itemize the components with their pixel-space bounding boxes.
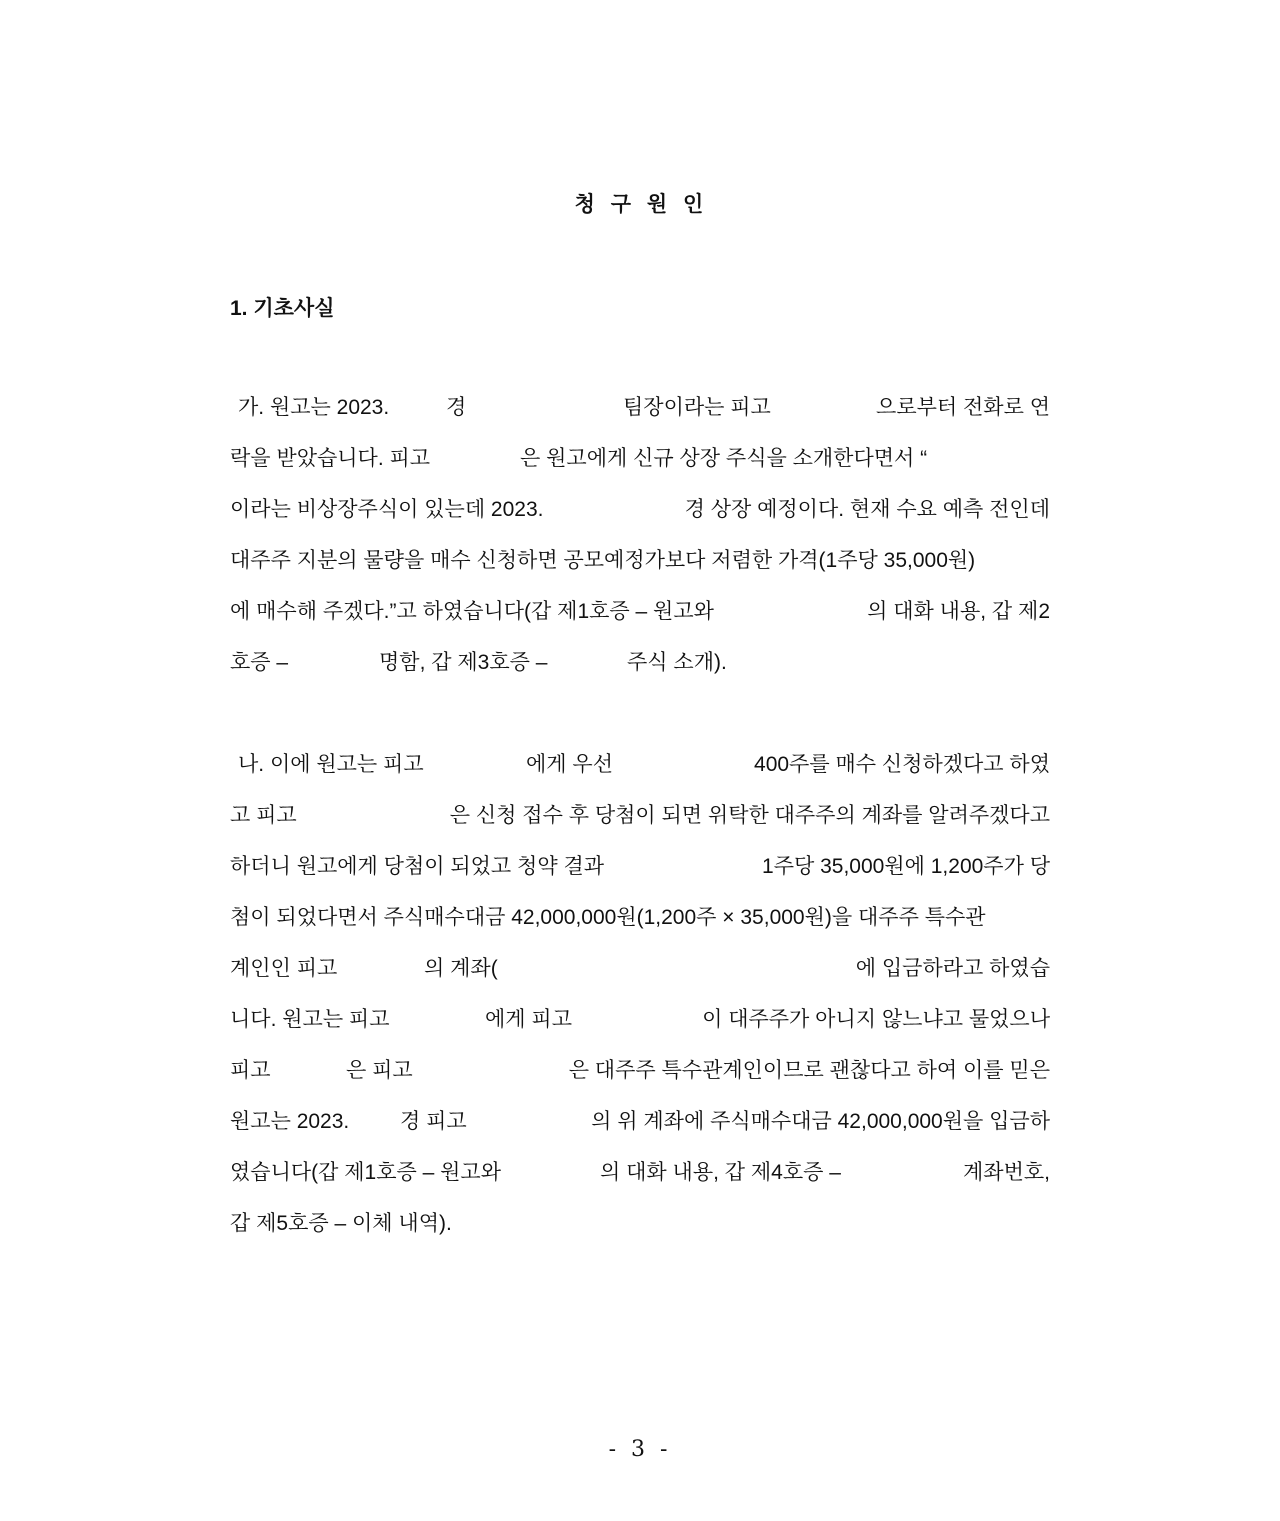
text-segment: 주식 소개). (627, 651, 727, 674)
text-segment: 계좌번호, (963, 1161, 1050, 1184)
paragraph-na-line-3 (230, 852, 1050, 882)
paragraph-na-line-8 (230, 1107, 1050, 1137)
paragraph-na-line-2 (230, 801, 1050, 831)
text-segment: 에 입금하라고 하였습 (855, 957, 1050, 980)
page-number: - 3 - (608, 1437, 672, 1462)
text-segment: 가. 원고는 2023. (238, 396, 390, 419)
text-segment: 에 매수해 주겠다.”고 하였습니다(갑 제1호증 – 원고와 (230, 600, 714, 623)
paragraph-ga-line-1 (230, 393, 1050, 423)
text-segment: 의 대화 내용, 갑 제2 (867, 600, 1050, 623)
text-segment: 계인인 피고 (230, 957, 338, 980)
text-segment: 갑 제5호증 – 이체 내역). (230, 1212, 452, 1235)
text-segment: 였습니다(갑 제1호증 – 원고와 (230, 1161, 502, 1184)
text-segment: 의 계좌( (424, 957, 498, 980)
text-segment: 경 피고 (400, 1110, 467, 1133)
text-segment: 의 대화 내용, 갑 제4호증 – (600, 1161, 841, 1184)
text-segment: 호증 – (230, 651, 289, 674)
text-segment: 은 대주주 특수관계인이므로 괜찮다고 하여 이를 믿은 (568, 1059, 1050, 1082)
text-segment: 은 원고에게 신규 상장 주식을 소개한다면서 “ (520, 447, 928, 470)
paragraph-ga-line-4 (230, 546, 1050, 576)
text-segment: 대주주 지분의 물량을 매수 신청하면 공모예정가보다 저렴한 가격(1주당 35,000원) (230, 549, 976, 572)
text-segment: 경 상장 예정이다. 현재 수요 예측 전인데 (684, 498, 1050, 521)
text-segment: 고 피고 (230, 804, 297, 827)
paragraph-ga-line-2 (230, 444, 1050, 474)
text-segment: 으로부터 전화로 연 (876, 396, 1050, 419)
text-segment: 의 위 계좌에 주식매수대금 42,000,000원을 입금하 (591, 1110, 1050, 1133)
text-segment: 400주를 매수 신청하겠다고 하였 (754, 753, 1050, 776)
section-heading: 1. 기초사실 (230, 297, 335, 320)
paragraph-ga-line-6 (230, 648, 1050, 678)
text-segment: 첨이 되었다면서 주식매수대금 42,000,000원(1,200주 × 35,000원)을 대주주 특수관 (230, 906, 986, 929)
text-segment: 피고 (230, 1059, 271, 1082)
text-segment: 은 피고 (346, 1059, 413, 1082)
paragraph-ga-line-5 (230, 597, 1050, 627)
paragraph-na-line-4 (230, 903, 1050, 933)
text-segment: 에게 우선 (526, 753, 613, 776)
text-segment: 이 대주주가 아니지 않느냐고 물었으나 (702, 1008, 1050, 1031)
text-segment: 이라는 비상장주식이 있는데 2023. (230, 498, 544, 521)
paragraph-na-line-1 (230, 750, 1050, 780)
text-segment: 명함, 갑 제3호증 – (379, 651, 548, 674)
text-segment: 1주당 35,000원에 1,200주가 당 (762, 855, 1050, 878)
document-title: 청 구 원 인 (574, 193, 706, 216)
paragraph-na-line-6 (230, 1005, 1050, 1035)
text-segment: 니다. 원고는 피고 (230, 1008, 390, 1031)
paragraph-na-line-9 (230, 1158, 1050, 1188)
text-segment: 나. 이에 원고는 피고 (238, 753, 424, 776)
text-segment: 경 (446, 396, 467, 419)
paragraph-na-line-5 (230, 954, 1050, 984)
paragraph-na-line-10 (230, 1209, 1050, 1239)
text-segment: 하더니 원고에게 당첨이 되었고 청약 결과 (230, 855, 605, 878)
paragraph-na-line-7 (230, 1056, 1050, 1086)
text-segment: 원고는 2023. (230, 1110, 350, 1133)
paragraph-ga-line-3 (230, 495, 1050, 525)
text-segment: 에게 피고 (485, 1008, 572, 1031)
text-segment: 은 신청 접수 후 당첨이 되면 위탁한 대주주의 계좌를 알려주겠다고 (449, 804, 1050, 827)
text-segment: 팀장이라는 피고 (623, 396, 771, 419)
text-segment: 락을 받았습니다. 피고 (230, 447, 431, 470)
